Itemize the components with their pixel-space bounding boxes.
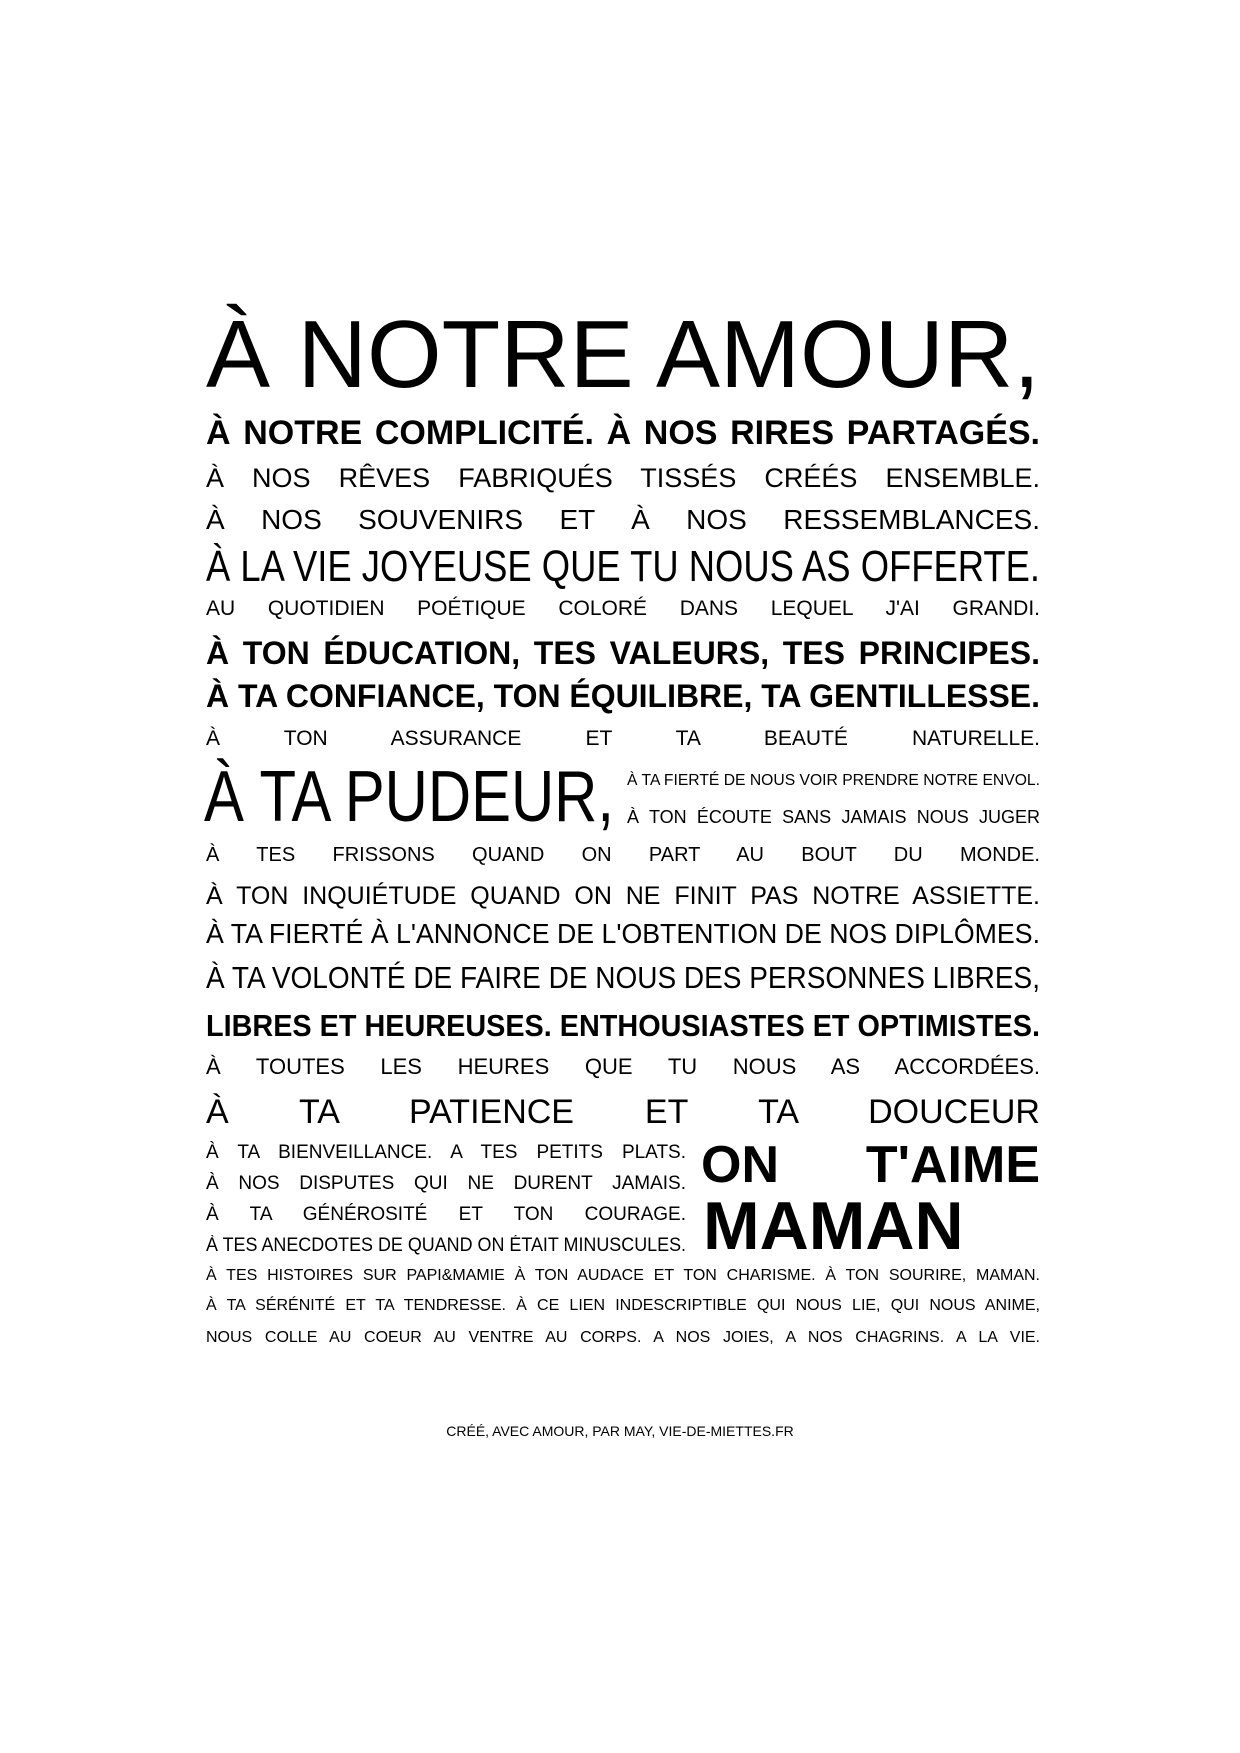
credit-footer: CRÉÉ, AVEC AMOUR, PAR MAY, VIE-DE-MIETTES.FR	[446, 1423, 794, 1439]
poem-line: À NOS SOUVENIRS ET À NOS RESSEMBLANCES.	[206, 504, 1040, 535]
poem-line: À TA GÉNÉROSITÉ ET TON COURAGE.	[206, 1204, 686, 1225]
poem-line: À TA VOLONTÉ DE FAIRE DE NOUS DES PERSONNES LIBRES,	[206, 960, 1040, 995]
poem-line: À TES FRISSONS QUAND ON PART AU BOUT DU MONDE.	[206, 844, 1040, 866]
poem-line: À TES ANECDOTES DE QUAND ON ÉTAIT MINUSCULES.	[206, 1235, 686, 1256]
poem-line: À LA VIE JOYEUSE QUE TU NOUS AS OFFERTE.	[206, 542, 1040, 591]
poem-line: À TA SÉRÉNITÉ ET TA TENDRESSE. À CE LIEN INDESCRIPTIBLE QUI NOUS LIE, QUI NOUS ANIME,	[206, 1297, 1040, 1314]
poem-line: À TA PATIENCE ET TA DOUCEUR	[206, 1093, 1040, 1131]
pudeur-heading: À TA PUDEUR,	[204, 757, 614, 837]
poem-line: NOUS COLLE AU COEUR AU VENTRE AU CORPS. A NOS JOIES, A NOS CHAGRINS. A LA VIE.	[206, 1329, 1040, 1346]
poem-line: À TON ÉCOUTE SANS JAMAIS NOUS JUGER	[627, 807, 1040, 827]
poem-line: À TES HISTOIRES SUR PAPI&MAMIE À TON AUDACE ET TON CHARISME. À TON SOURIRE, MAMAN.	[206, 1267, 1040, 1284]
poem-line: À NOTRE COMPLICITÉ. À NOS RIRES PARTAGÉS.	[206, 414, 1040, 452]
maman-heading: MAMAN	[703, 1188, 964, 1264]
poem-line: À TON INQUIÉTUDE QUAND ON NE FINIT PAS NOTRE ASSIETTE.	[206, 882, 1040, 910]
poem-line: À TA FIERTÉ DE NOUS VOIR PRENDRE NOTRE ENVOL.	[627, 772, 1040, 789]
poem-line: À TOUTES LES HEURES QUE TU NOUS AS ACCORDÉES.	[206, 1054, 1040, 1079]
on-taime-heading: ON T'AIME	[701, 1136, 1040, 1194]
poem-line: À NOS DISPUTES QUI NE DURENT JAMAIS.	[206, 1173, 686, 1194]
title-line: À NOTRE AMOUR,	[206, 301, 1040, 408]
poem-line: À TA CONFIANCE, TON ÉQUILIBRE, TA GENTILLESSE.	[206, 678, 1040, 714]
poem-line: AU QUOTIDIEN POÉTIQUE COLORÉ DANS LEQUEL J'AI GRANDI.	[206, 597, 1040, 620]
poem-line: À TA BIENVEILLANCE. A TES PETITS PLATS.	[206, 1142, 686, 1163]
poem-line: À TA FIERTÉ À L'ANNONCE DE L'OBTENTION DE NOS DIPLÔMES.	[206, 918, 1040, 949]
poem-line: LIBRES ET HEUREUSES. ENTHOUSIASTES ET OPTIMISTES.	[206, 1008, 1040, 1043]
poem-line: À NOS RÊVES FABRIQUÉS TISSÉS CRÉÉS ENSEMBLE.	[206, 463, 1040, 493]
poem-line: À TON ÉDUCATION, TES VALEURS, TES PRINCIPES.	[206, 635, 1040, 671]
poem-line: À TON ASSURANCE ET TA BEAUTÉ NATURELLE.	[206, 727, 1040, 750]
